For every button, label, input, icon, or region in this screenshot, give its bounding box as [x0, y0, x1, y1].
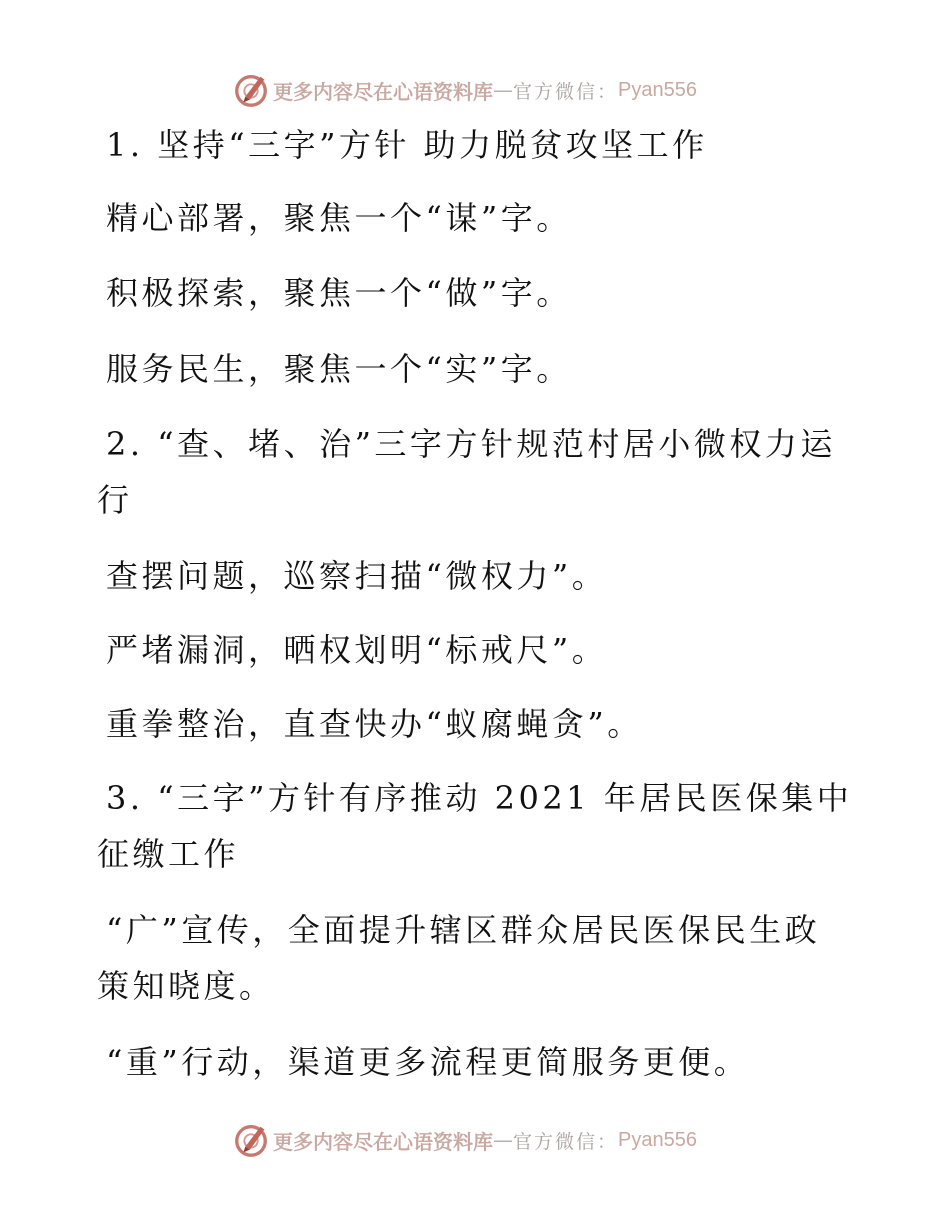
text-line: “广”宣传，全面提升辖区群众居民医保民生政	[106, 911, 821, 949]
text-line: 严堵漏洞，晒权划明“标戒尺”。	[106, 631, 608, 669]
banner-brand-text: 更多内容尽在心语资料库	[273, 79, 493, 104]
banner-official-label: 官方微信：	[513, 80, 619, 103]
heading-2: 2. “查、堵、治”三字方针规范村居小微权力运	[106, 425, 836, 463]
heading-2-continued: 行	[97, 481, 133, 519]
banner-brand-text: 更多内容尽在心语资料库	[273, 1129, 493, 1154]
text-line: 服务民生，聚焦一个“实”字。	[106, 350, 572, 388]
heading-3: 3. “三字”方针有序推动 2021 年居民医保集中	[106, 779, 853, 817]
pen-logo-icon	[232, 1121, 270, 1159]
text-line-continued: 策知晓度。	[97, 967, 275, 1005]
text-line: 查摆问题，巡察扫描“微权力”。	[106, 557, 608, 595]
text-line: 精心部署，聚焦一个“谋”字。	[106, 199, 572, 237]
banner-separator: —	[493, 78, 513, 102]
banner-wechat-id: Pyan556	[618, 1128, 697, 1151]
banner-wechat-id: Pyan556	[618, 78, 697, 101]
heading-1: 1. 坚持“三字”方针 助力脱贫攻坚工作	[106, 126, 708, 164]
footer-banner	[232, 1120, 697, 1160]
heading-3-continued: 征缴工作	[97, 835, 240, 873]
text-line: “重”行动，渠道更多流程更简服务更便。	[106, 1043, 750, 1081]
text-line: 重拳整治，直查快办“蚁腐蝇贪”。	[106, 705, 643, 743]
header-banner	[232, 70, 697, 110]
banner-official-label: 官方微信：	[513, 1130, 619, 1153]
banner-separator: —	[493, 1128, 513, 1152]
pen-logo-icon	[232, 71, 270, 109]
text-line: 积极探索，聚焦一个“做”字。	[106, 274, 572, 312]
